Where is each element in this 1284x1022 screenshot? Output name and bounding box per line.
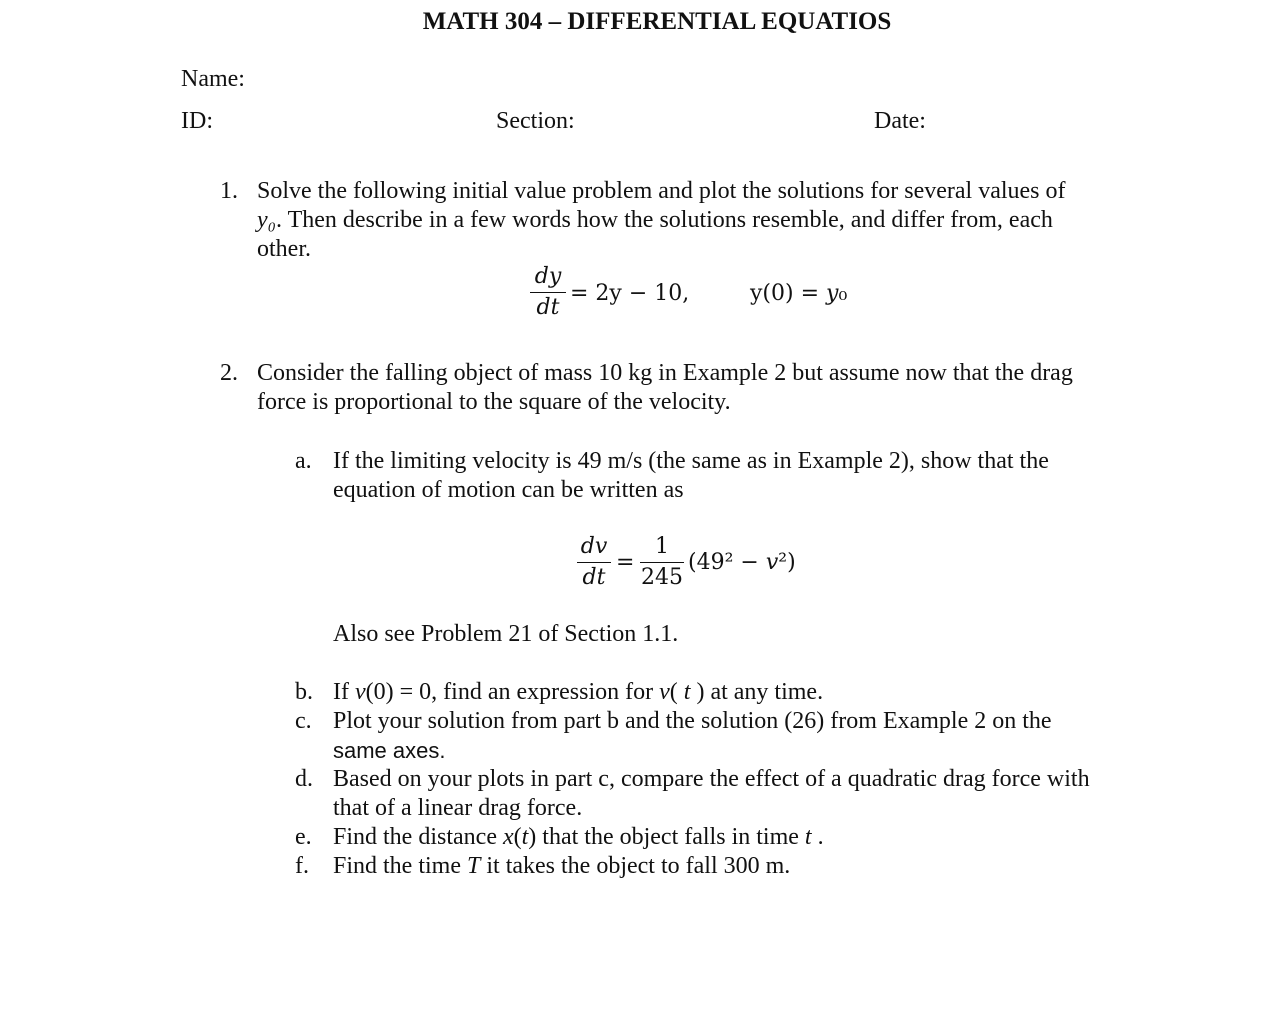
t-variable: t [683,679,691,705]
coefficient-numerator: 1 [655,534,669,559]
equals-sign: = [616,550,635,575]
part-e-post: . [811,824,824,850]
part-a-note: Also see Problem 21 of Section 1.1. [333,621,679,647]
part-b-label: b. [295,679,313,705]
part-e-label: e. [295,824,312,850]
dt-denominator: dt [582,565,606,590]
dv-numerator: dv [580,534,608,559]
coefficient-denominator: 245 [641,565,683,590]
part-f-pre: Find the time [333,853,467,879]
x-variable: x [502,824,514,850]
part-d-line-1: Based on your plots in part c, compare the effect of a quadratic drag force with [333,766,1090,792]
part-b-close: ) [690,679,705,705]
part-b-post: at any time. [704,679,824,705]
equation-1-rhs: = 2y − 10, [570,281,690,306]
part-d-label: d. [295,766,313,792]
part-f-text [333,852,790,881]
y0-variable: y₀ [257,207,276,233]
problem-1-line-3: other. [257,236,311,262]
problem-2-line-1: Consider the falling object of mass 10 kg in Example 2 but assume now that the drag [257,360,1073,386]
problem-1-line-1: Solve the following initial value problem and plot the solutions for several values of [257,178,1066,204]
initial-condition: y(0) = 𝑦₀ [750,281,848,306]
dt-denominator: dt [536,295,560,320]
dv-dt-fraction [577,532,611,593]
name-label: Name: [181,66,245,92]
part-d-line-2: that of a linear drag force. [333,795,583,821]
problem-1-line-2-text: . Then describe in a few words how the solutions resemble, and differ from, each [276,207,1053,233]
dy-numerator: dy [534,264,562,289]
part-c-label: c. [295,708,312,734]
part-e-mid: that the object falls in time [536,824,805,850]
part-a-line-2: equation of motion can be written as [333,477,684,503]
part-b-open: ( [669,679,684,705]
v-variable-2: v [659,679,670,705]
t-variable-2: t [804,824,812,850]
part-b-pre: If [333,679,355,705]
part-b-text [333,678,823,707]
id-label: ID: [181,108,213,134]
part-c-line-2: same axes. [333,738,446,763]
section-label: Section: [496,108,575,134]
part-f-post: it takes the object to fall 300 m. [480,853,791,879]
part-e-pre: Find the distance [333,824,503,850]
equation-1-fraction [530,262,566,323]
part-a-line-1: If the limiting velocity is 49 m/s (the same as in Example 2), show that the [333,448,1049,474]
page-title: MATH 304 – DIFFERENTIAL EQUATIOS [422,8,892,35]
part-e-open: ( [513,824,522,850]
part-b-mid: (0) = 0, find an expression for [365,679,660,705]
problem-2-number: 2. [220,360,238,386]
part-e-close: ) [528,824,537,850]
part-a-label: a. [295,448,312,474]
date-label: Date: [874,108,926,134]
T-variable: T [467,853,481,879]
parenthesized-term: (49² − 𝑣²) [688,550,796,575]
part-e-text [333,823,824,852]
t-variable: t [521,824,529,850]
v-variable: v [354,679,366,705]
part-f-label: f. [295,853,309,879]
problem-2-line-2: force is proportional to the square of the velocity. [257,389,731,415]
part-c-line-1: Plot your solution from part b and the solution (26) from Example 2 on the [333,708,1052,734]
problem-1-number: 1. [220,178,238,204]
problem-1-line-2 [257,206,1053,235]
coefficient-fraction [640,532,684,593]
